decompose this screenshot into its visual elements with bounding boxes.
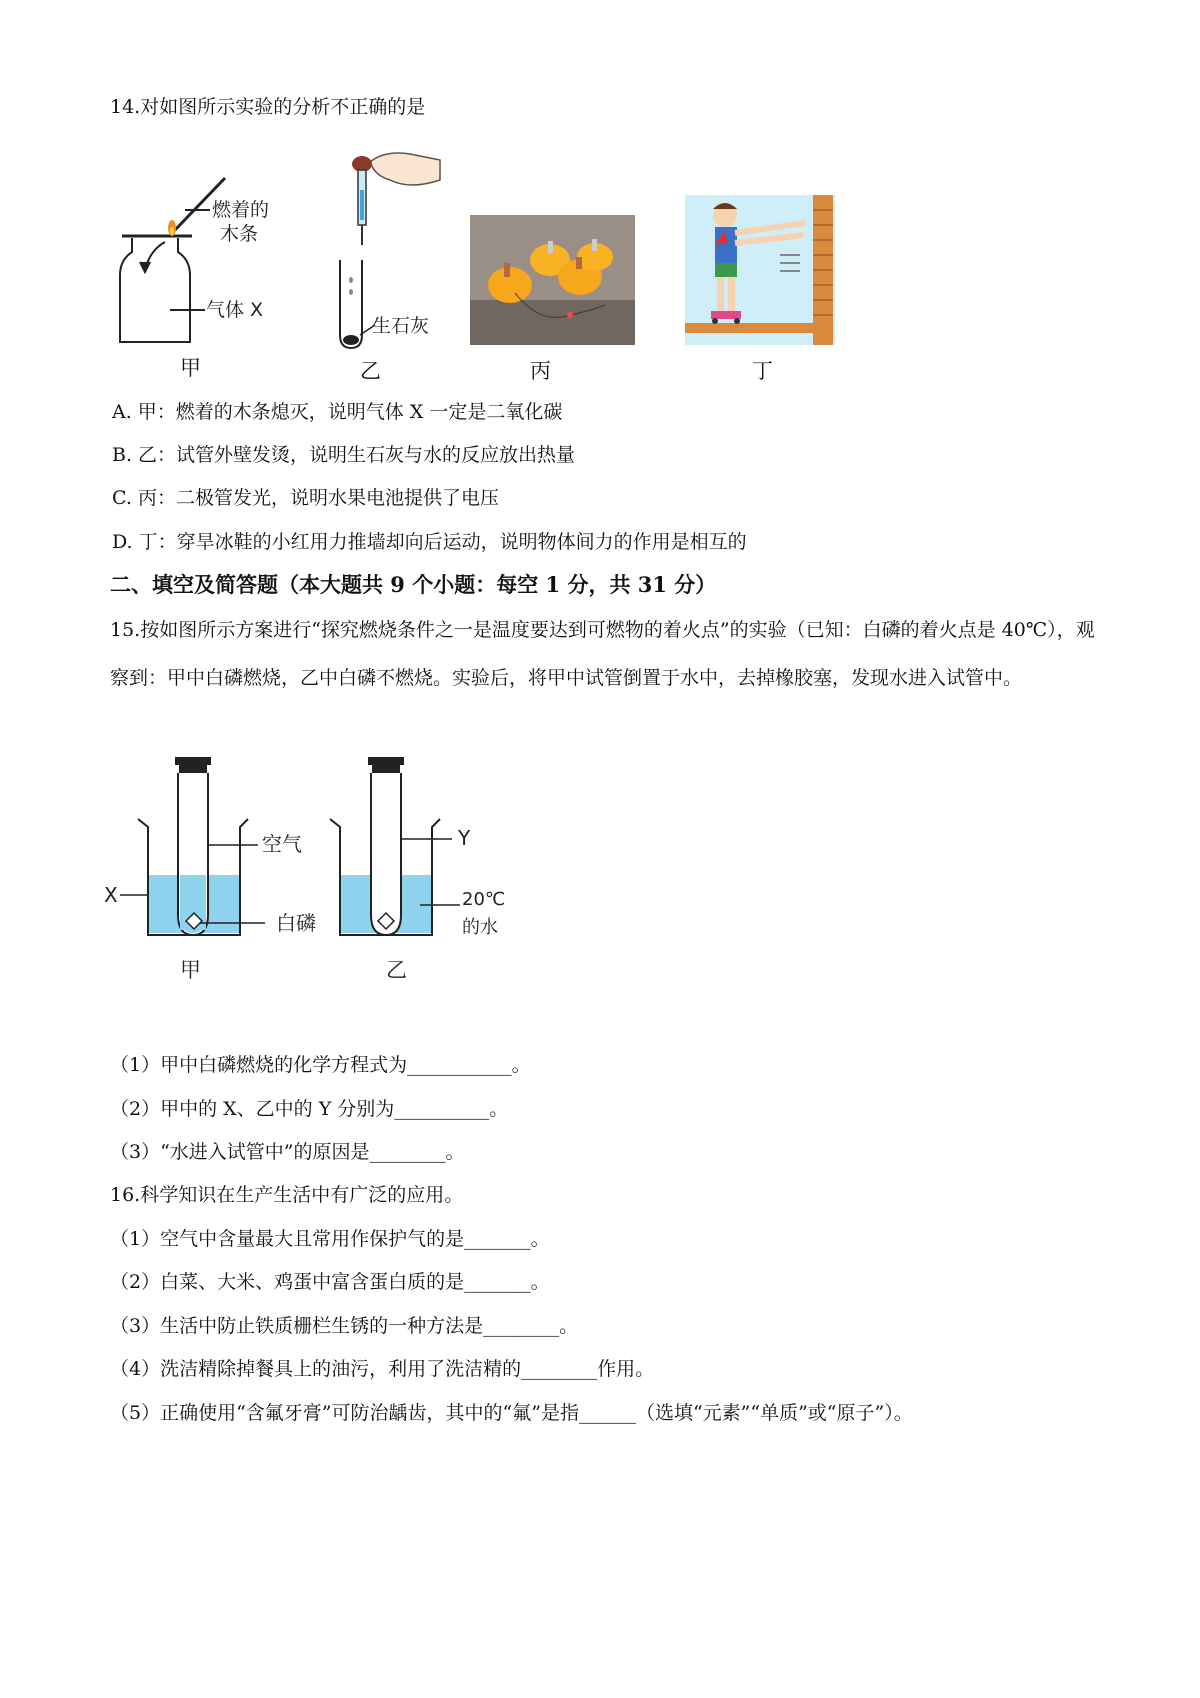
- figure-ding: [685, 195, 835, 345]
- q16-stem: 16.科学知识在生产生活中有广泛的应用。: [110, 1184, 464, 1206]
- figure-q15: [100, 755, 520, 990]
- figure-yi: [330, 150, 470, 350]
- q16-item-1: （1）空气中含量最大且常用作保护气的是_______。: [110, 1228, 550, 1250]
- label-x: X: [104, 883, 118, 907]
- beaker-jia: [120, 757, 265, 935]
- q15-stem: 15.按如图所示方案进行“探究燃烧条件之一是温度要达到可燃物的着火点”的实验（已知：白磷的着火点是 40℃），观察到：甲中白磷燃烧，乙中白磷不燃烧。实验后，将甲中试管倒置于水中，去掉橡胶塞，发现水进入试管中。: [110, 619, 1095, 689]
- label-air: 空气: [262, 832, 302, 856]
- beaker-yi: [330, 757, 460, 935]
- q15-item-2: （2）甲中的 X、乙中的 Y 分别为__________。: [110, 1098, 509, 1120]
- section-heading: 二、填空及简答题（本大题共 9 个小题：每空 1 分，共 31 分）: [110, 572, 717, 597]
- caption-bing: 丙: [530, 359, 551, 383]
- q15-item-1: （1）甲中白磷燃烧的化学方程式为___________。: [110, 1054, 531, 1076]
- q14-option-b: B. 乙：试管外壁发烫，说明生石灰与水的反应放出热量: [112, 444, 576, 466]
- label-water: 的水: [462, 917, 498, 938]
- label-phosphorus: 白磷: [276, 911, 316, 935]
- q14-option-d: D. 丁：穿旱冰鞋的小红用力推墙却向后运动，说明物体间力的作用是相互的: [112, 531, 747, 553]
- label-water-temp: 20℃: [462, 889, 506, 910]
- q14-option-c: C. 丙：二极管发光，说明水果电池提供了电压: [112, 487, 499, 509]
- caption-yi: 乙: [360, 359, 381, 383]
- label-gas-x: 气体 X: [206, 299, 264, 321]
- q16-item-5: （5）正确使用“含氟牙膏”可防治龋齿，其中的“氟”是指______（选填“元素”“单质”或“原子”）。: [110, 1402, 913, 1424]
- q16-item-2: （2）白菜、大米、鸡蛋中富含蛋白质的是_______。: [110, 1271, 550, 1293]
- figure-bing: [470, 215, 635, 345]
- caption-q15-yi: 乙: [386, 958, 407, 982]
- label-burning-stick-1: 燃着的: [212, 199, 270, 221]
- hand-icon: [370, 153, 440, 185]
- q16-item-3: （3）生活中防止铁质栅栏生锈的一种方法是________。: [110, 1315, 579, 1337]
- label-y: Y: [458, 826, 471, 850]
- q16-item-4: （4）洗洁精除掉餐具上的油污，利用了洗洁精的________作用。: [110, 1358, 655, 1380]
- figure-jia: [110, 160, 310, 350]
- q14-option-a: A. 甲：燃着的木条熄灭，说明气体 X 一定是二氧化碳: [112, 401, 563, 423]
- q15-item-3: （3）“水进入试管中”的原因是________。: [110, 1141, 465, 1163]
- label-burning-stick-2: 木条: [220, 223, 259, 245]
- caption-ding: 丁: [752, 359, 773, 383]
- caption-q15-jia: 甲: [180, 958, 201, 982]
- q14-stem: 14.对如图所示实验的分析不正确的是: [110, 96, 426, 118]
- caption-jia: 甲: [180, 356, 201, 380]
- label-quicklime: 生石灰: [372, 315, 430, 337]
